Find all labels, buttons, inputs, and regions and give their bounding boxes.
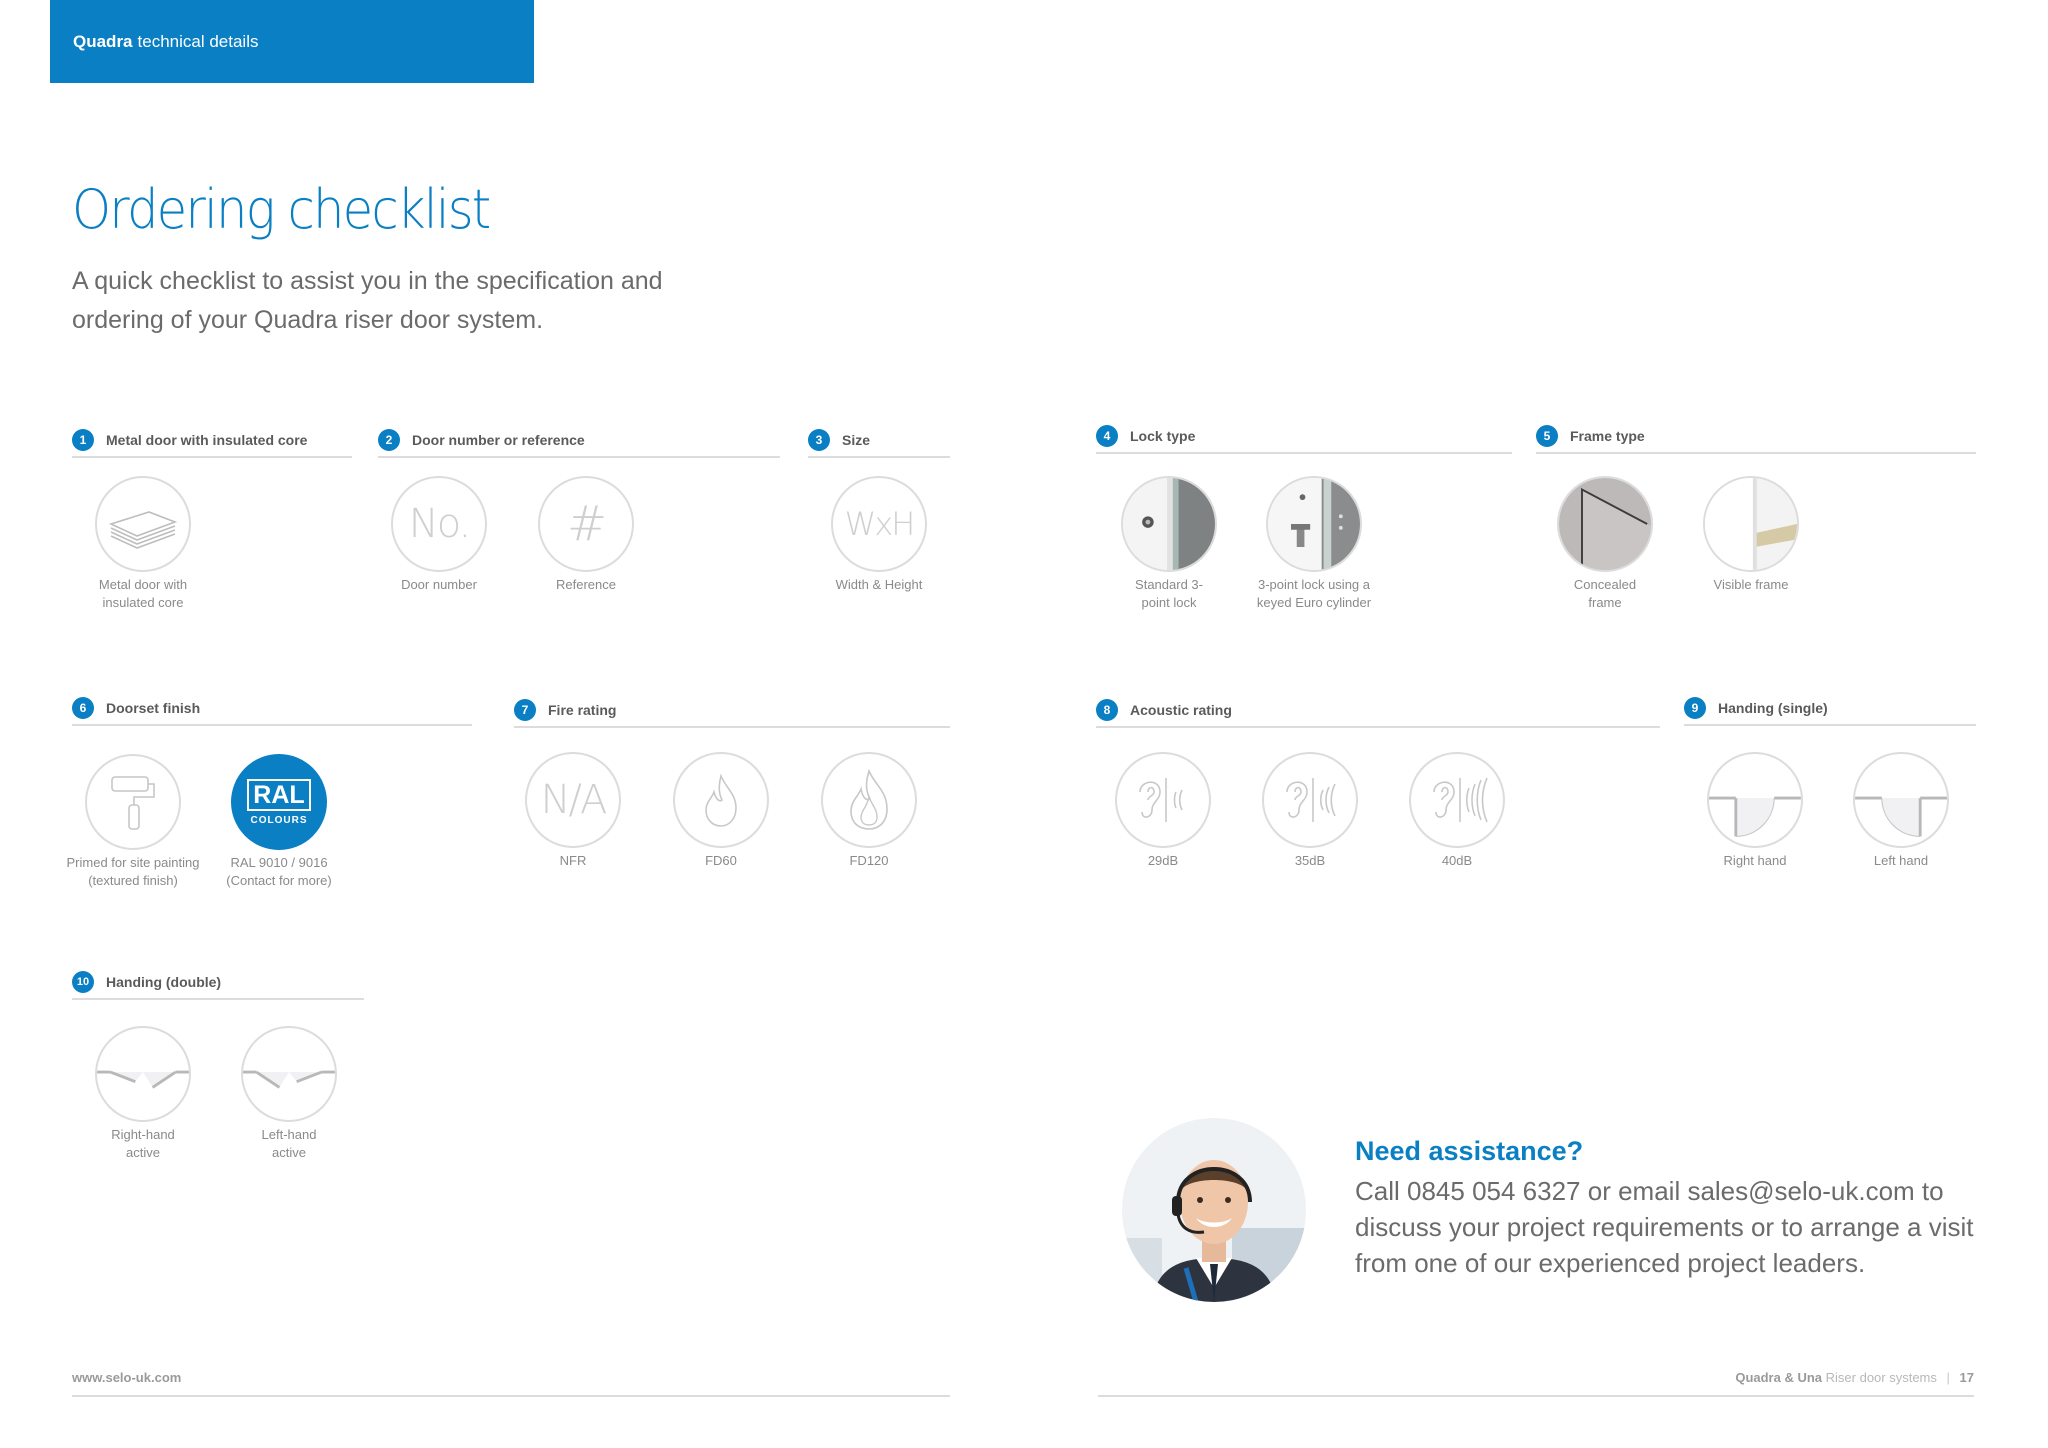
option-fd60[interactable] — [646, 752, 796, 870]
section-number: 2 — [378, 429, 400, 451]
option-label: Visible frame — [1713, 577, 1789, 592]
ral-colours-icon: RAL COLOURS — [231, 754, 327, 850]
na-icon: N/A — [525, 752, 621, 848]
section-metal-door — [72, 424, 352, 610]
euro-cylinder-lock-photo-icon — [1266, 476, 1362, 572]
hash-icon: # — [538, 476, 634, 572]
option-metal-door[interactable] — [68, 476, 218, 612]
section-door-number — [378, 424, 780, 592]
option-label: Metal door with insulated core — [98, 577, 188, 610]
option-right-hand[interactable] — [1680, 752, 1830, 870]
footer-product-sub: Riser door systems — [1825, 1370, 1937, 1385]
section-lock-type — [1096, 420, 1512, 610]
option-ral-colours[interactable] — [204, 754, 354, 890]
option-label: Left hand — [1873, 853, 1929, 868]
option-left-hand[interactable] — [1826, 752, 1976, 870]
section-title: Frame type — [1570, 428, 1645, 444]
header-brand: Quadra — [73, 31, 133, 51]
option-label: Door number — [401, 577, 477, 592]
section-number: 6 — [72, 697, 94, 719]
wxh-icon: WxH — [831, 476, 927, 572]
section-title: Size — [842, 432, 871, 448]
assistance-heading: Need assistance? — [1355, 1136, 1584, 1166]
visible-frame-photo-icon — [1703, 476, 1799, 572]
section-title: Lock type — [1130, 428, 1196, 444]
section-handing-double — [72, 966, 364, 1160]
option-nfr[interactable] — [498, 752, 648, 870]
section-number: 8 — [1096, 699, 1118, 721]
section-acoustic-rating — [1096, 694, 1660, 868]
option-standard-lock[interactable] — [1094, 476, 1244, 612]
page-title: Ordering checklist — [72, 178, 490, 241]
footer-page-info: Quadra & Una Riser door systems | 17 — [1098, 1370, 1974, 1397]
section-title: Fire rating — [548, 702, 617, 718]
option-label: 35dB — [1294, 853, 1326, 868]
page-number: 17 — [1959, 1370, 1974, 1385]
section-number: 10 — [72, 971, 94, 993]
option-label: Concealed frame — [1573, 577, 1637, 610]
section-frame-type — [1536, 420, 1976, 610]
support-agent-photo-icon — [1122, 1118, 1306, 1302]
option-label: Right-hand active — [111, 1127, 175, 1160]
flame-icon — [821, 752, 917, 848]
option-label: NFR — [559, 853, 587, 868]
section-size — [808, 424, 950, 592]
option-reference[interactable] — [511, 476, 661, 594]
option-label: Width & Height — [835, 577, 923, 592]
section-title: Door number or reference — [412, 432, 585, 448]
option-primed-finish[interactable] — [58, 754, 208, 890]
option-label: Left-hand active — [261, 1127, 317, 1160]
section-title: Acoustic rating — [1130, 702, 1232, 718]
no-icon: No. — [391, 476, 487, 572]
footer-product: Quadra & Una — [1735, 1370, 1823, 1385]
assistance-body: Call 0845 054 6327 or email sales@selo-uk.com to discuss your project requirements or to arrange a visit from one of our experienced project leaders. — [1355, 1176, 1974, 1278]
paint-roller-icon — [85, 754, 181, 850]
section-title: Handing (double) — [106, 974, 222, 990]
assistance-block — [1355, 1136, 1995, 1281]
option-label: 3-point lock using a keyed Euro cylinder — [1256, 577, 1372, 610]
option-label: FD60 — [705, 853, 737, 868]
option-35db[interactable] — [1235, 752, 1385, 870]
option-label: 29dB — [1147, 853, 1179, 868]
option-label: Right hand — [1723, 853, 1787, 868]
option-label: Reference — [556, 577, 616, 592]
option-label: RAL 9010 / 9016 (Contact for more) — [226, 855, 332, 888]
ear-sound-icon — [1115, 752, 1211, 848]
header-subtitle: technical details — [137, 31, 259, 51]
section-number: 4 — [1096, 425, 1118, 447]
flame-icon — [673, 752, 769, 848]
right-hand-swing-icon — [1707, 752, 1803, 848]
option-fd120[interactable] — [794, 752, 944, 870]
section-fire-rating — [514, 694, 950, 868]
concealed-frame-photo-icon — [1557, 476, 1653, 572]
header-tag — [50, 0, 534, 83]
section-title: Handing (single) — [1718, 700, 1828, 716]
option-left-hand-active[interactable] — [214, 1026, 364, 1162]
ear-sound-icon — [1409, 752, 1505, 848]
section-title: Metal door with insulated core — [106, 432, 308, 448]
option-euro-cylinder-lock[interactable] — [1239, 476, 1389, 612]
section-number: 5 — [1536, 425, 1558, 447]
ear-sound-icon — [1262, 752, 1358, 848]
option-width-height[interactable] — [804, 476, 954, 594]
option-29db[interactable] — [1088, 752, 1238, 870]
option-label: Primed for site painting (textured finish) — [66, 855, 200, 888]
standard-lock-photo-icon — [1121, 476, 1217, 572]
option-concealed-frame[interactable] — [1530, 476, 1680, 612]
section-number: 9 — [1684, 697, 1706, 719]
option-visible-frame[interactable] — [1676, 476, 1826, 594]
intro-text: A quick checklist to assist you in the specification and ordering of your Quadra riser door system. — [72, 267, 663, 334]
option-right-hand-active[interactable] — [68, 1026, 218, 1162]
section-number: 7 — [514, 699, 536, 721]
section-doorset-finish — [66, 692, 472, 888]
section-handing-single — [1684, 692, 1976, 868]
footer-website[interactable]: www.selo-uk.com — [72, 1370, 950, 1397]
section-number: 3 — [808, 429, 830, 451]
left-hand-active-icon — [241, 1026, 337, 1122]
option-label: Standard 3-point lock — [1135, 577, 1203, 610]
option-label: FD120 — [849, 853, 889, 868]
option-40db[interactable] — [1382, 752, 1532, 870]
section-number: 1 — [72, 429, 94, 451]
left-hand-swing-icon — [1853, 752, 1949, 848]
layers-icon — [95, 476, 191, 572]
option-label: 40dB — [1441, 853, 1473, 868]
section-title: Doorset finish — [106, 700, 201, 716]
right-hand-active-icon — [95, 1026, 191, 1122]
option-door-number[interactable] — [364, 476, 514, 594]
